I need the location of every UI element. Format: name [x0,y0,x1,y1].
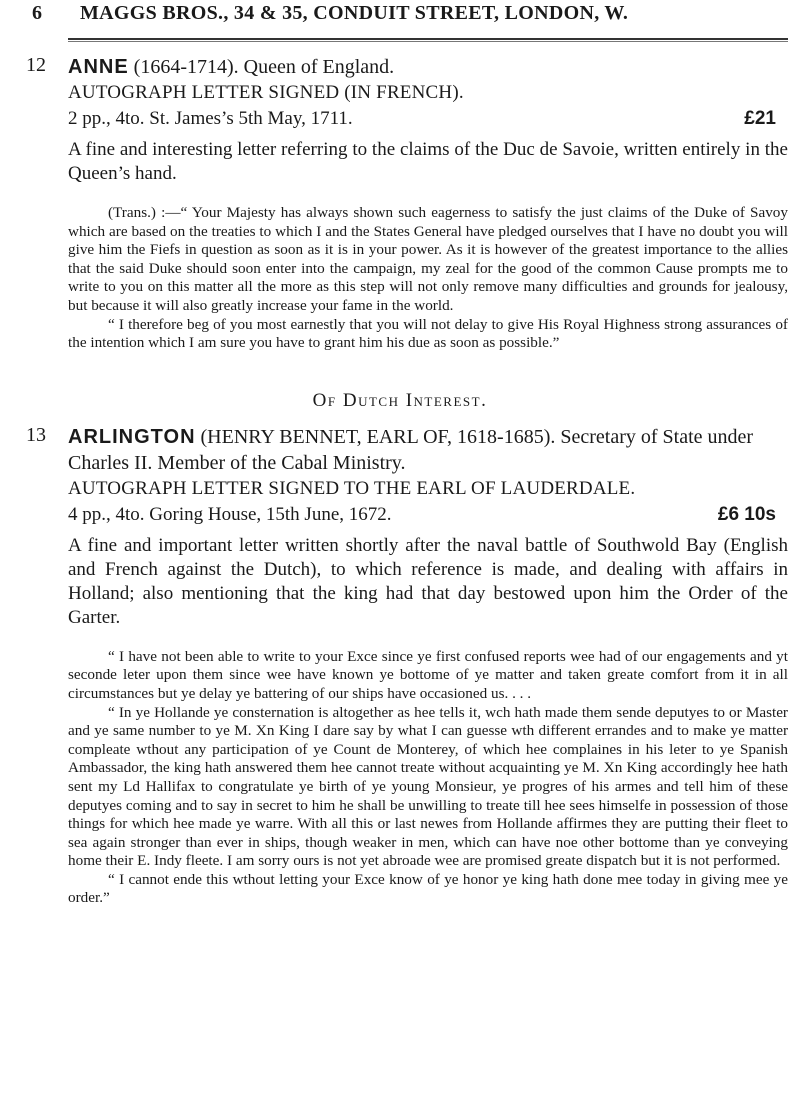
item-details [68,502,788,528]
item-quote: “ I have not been able to write to your Exce since ye first confused reports wee had of our engagements and yt seconde leter upon them since wee have known ye bottome of ye matter and taken greate comfort from it in all circumstances but ye delay ye battering of our ships have occasioned us. . . . [68,647,788,702]
entry-name: ARLINGTON [68,425,196,448]
item-description: A fine and important letter written shortly after the naval battle of Southwold Bay (English and French against the Dutch), to which reference is made, and dealing with affairs in Holland; also mentioning that the king had that day bestowed upon him the Order of the Garter. [68,534,788,628]
item-quote: (Trans.) :—“ Your Majesty has always shown such eagerness to satisfy the just claims of the Duke of Savoy which are based on the treaties to which I and the States General have pledged ourselves that I have no doubt you will give him the Fiefs in question as soon as it is in your power. As it is however of the greatest importance to the allies that the said Duke should soon enter into the campaign, my zeal for the good of the common Cause prompts me to write to you on this matter all the more as this step will not only remove many difficulties and grounds for jealousy, but because it will also greatly increase your fame in the world. [68,204,788,314]
running-title: MAGGS BROS., 34 & 35, CONDUIT STREET, LONDON, W. [80,2,629,24]
item-quote: “ I cannot ende this wthout letting your Exce know of ye honor ye king hath done mee today in giving mee ye order.” [68,870,788,907]
item-type: AUTOGRAPH LETTER SIGNED TO THE EARL OF LAUDERDALE. [68,477,636,499]
entry-subtitle: (HENRY BENNET, EARL OF, 1618-1685). Secretary of State under Charles II. Member of the Cabal Ministry. [68,425,754,474]
entry-heading [68,54,788,80]
lot-number: 13 [26,423,46,446]
item-type: AUTOGRAPH LETTER SIGNED (IN FRENCH). [68,82,464,103]
item-details-text: 2 pp., 4to. St. James’s 5th May, 1711. [68,108,353,129]
item-quote: “ In ye Hollande ye consternation is altogether as hee tells it, wch hath made them sende deputyes to or Master and ye same number to ye M. Xn King I dare say by what I can guesse wth different errandes and to make ye matter compleate wthout any participation of ye Count de Monterey, of which hee complaines in his leter to ye Spanish Ambassador, the king hath answered them hee cannot treate without acquainting ye M. Xn King accordingly hee hath sent my Ld Hallifax to congratulate ye birth of ye young Monsieur, ye progres of his armes and tell him of these deputyes coming and to say in secret to him he shall be unwilling to treate till hee sees himselfe in possession of those things for which hee made ye warre. With all this or last newes from Hollande affirmes they are putting their fleet to sea again stronger than ever in ships, though weaker in men, which can have noe other bottome than ye conveying home their E. Indy fleete. I am sorry ours is not yet abroade wee are promised greate dispatch but it is not performed. [68,703,788,870]
catalogue-entry [0,54,800,353]
entry-heading [68,424,788,476]
lot-number: 12 [26,54,46,76]
item-price: £6 10s [717,503,776,525]
page-number: 6 [32,2,43,24]
entry-name: ANNE [68,56,129,78]
section-heading: Of Dutch Interest. [312,389,488,411]
item-details [68,106,788,132]
page-content [0,40,800,908]
item-description: A fine and interesting letter referring to the claims of the Duc de Savoie, written entirely in the Queen’s hand. [68,139,788,184]
item-quote: “ I therefore beg of you most earnestly that you will not delay to give His Royal Highness strong assurances of the intention which I am sure you have to grant him his due as soon as possible.” [68,315,788,352]
item-details-text: 4 pp., 4to. Goring House, 15th June, 1672. [68,503,392,525]
entry-subtitle: (1664-1714). Queen of England. [133,56,395,78]
catalogue-entry [0,424,800,908]
item-price: £21 [744,108,776,129]
page-header [0,0,800,32]
